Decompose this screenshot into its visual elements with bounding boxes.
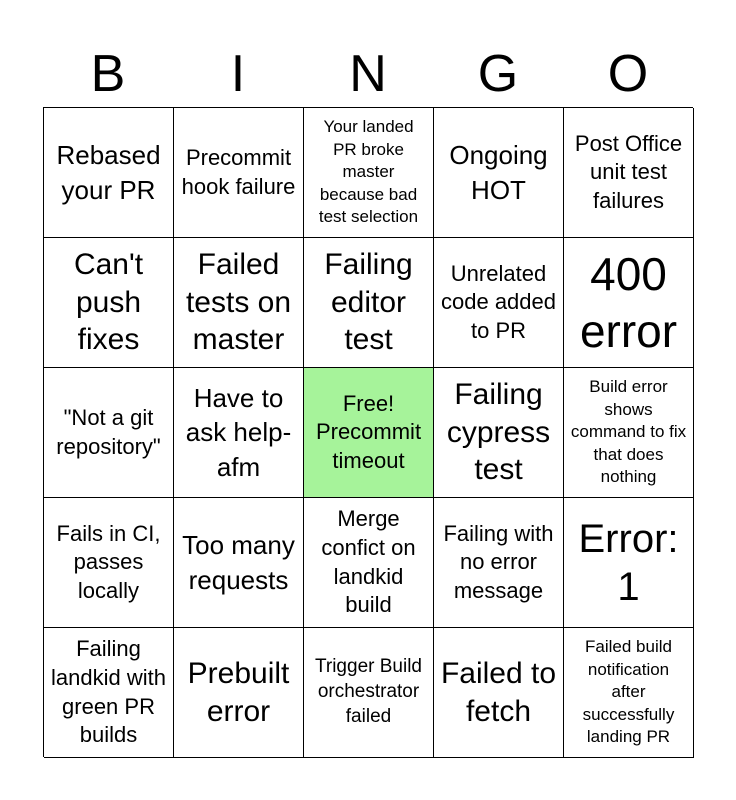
bingo-cell[interactable]: Can't push fixes (44, 238, 174, 368)
header-letter-g: G (477, 45, 519, 103)
bingo-cell[interactable]: Precommit hook failure (174, 108, 304, 238)
bingo-cell[interactable]: Rebased your PR (44, 108, 174, 238)
bingo-cell[interactable]: Post Office unit test failures (564, 108, 694, 238)
header-letter-i: I (230, 45, 246, 103)
bingo-cell[interactable]: "Not a git repository" (44, 368, 174, 498)
bingo-grid (43, 107, 693, 757)
header-letter-o: O (607, 45, 649, 103)
bingo-cell[interactable]: Failing landkid with green PR builds (44, 628, 174, 758)
bingo-cell[interactable]: Prebuilt error (174, 628, 304, 758)
bingo-cell[interactable]: Too many requests (174, 498, 304, 628)
bingo-cell[interactable]: Your landed PR broke master because bad test selection (304, 108, 434, 238)
bingo-cell[interactable]: Failing with no error message (434, 498, 564, 628)
bingo-free-cell[interactable]: Free! Precommit timeout (304, 368, 434, 498)
bingo-cell[interactable]: Failing editor test (304, 238, 434, 368)
bingo-cell[interactable]: Trigger Build orchestrator failed (304, 628, 434, 758)
bingo-cell[interactable]: Failed tests on master (174, 238, 304, 368)
bingo-cell[interactable]: 400 error (564, 238, 694, 368)
bingo-cell[interactable]: Failing cypress test (434, 368, 564, 498)
header-letter-b: B (90, 45, 126, 103)
bingo-cell[interactable]: Have to ask help-afm (174, 368, 304, 498)
bingo-cell[interactable]: Unrelated code added to PR (434, 238, 564, 368)
bingo-cell[interactable]: Ongoing HOT (434, 108, 564, 238)
bingo-cell[interactable]: Fails in CI, passes locally (44, 498, 174, 628)
bingo-cell[interactable]: Failed to fetch (434, 628, 564, 758)
bingo-cell[interactable]: Merge confict on landkid build (304, 498, 434, 628)
bingo-cell[interactable]: Error: 1 (564, 498, 694, 628)
header-letter-n: N (349, 45, 387, 103)
bingo-header (43, 40, 693, 108)
bingo-cell[interactable]: Build error shows command to fix that does nothing (564, 368, 694, 498)
bingo-cell[interactable]: Failed build notification after successfully landing PR (564, 628, 694, 758)
